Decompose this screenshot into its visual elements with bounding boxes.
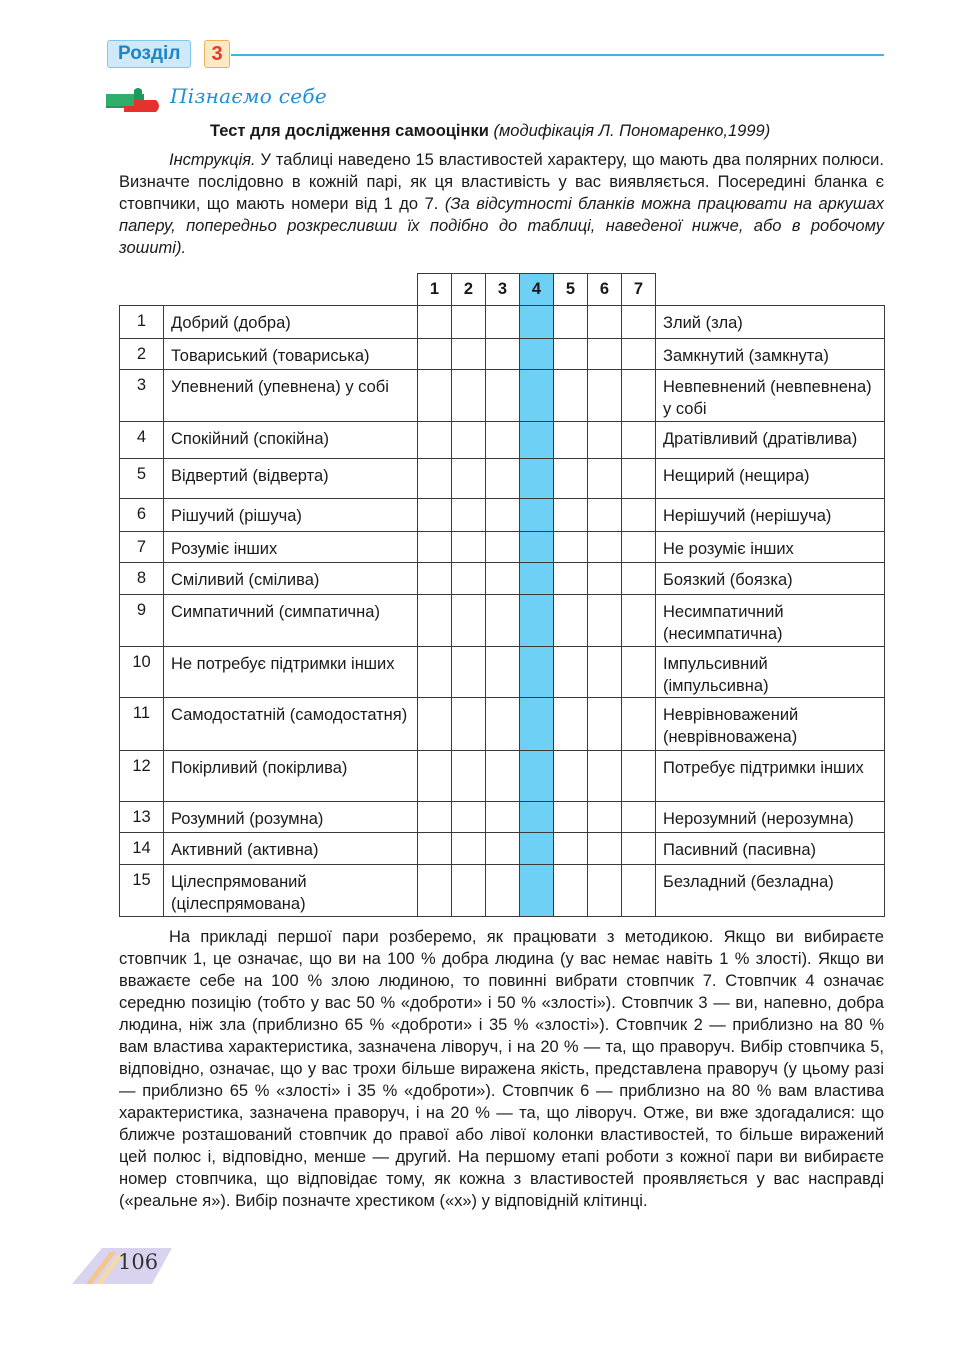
right-property: Нещирий (нещира) [656, 459, 885, 499]
column-header: 1 [418, 274, 452, 306]
section-subtitle: Пізнаємо себе [170, 84, 328, 108]
score-cell[interactable] [622, 306, 656, 339]
score-cell[interactable] [486, 499, 520, 532]
table-row [120, 459, 885, 499]
score-cell[interactable] [452, 802, 486, 833]
table-header-row [120, 274, 885, 306]
table-row [120, 865, 885, 917]
score-cell[interactable] [622, 802, 656, 833]
right-property: Безладний (безладна) [656, 865, 885, 917]
score-cell[interactable] [622, 499, 656, 532]
score-cell[interactable] [486, 339, 520, 370]
score-cell[interactable] [486, 370, 520, 422]
score-cell[interactable] [520, 459, 554, 499]
page-number: 106 [118, 1250, 159, 1274]
score-cell[interactable] [554, 370, 588, 422]
score-cell[interactable] [486, 306, 520, 339]
score-cell[interactable] [418, 339, 452, 370]
explanation-paragraph [119, 926, 884, 1212]
table-row [120, 833, 885, 865]
right-property: Злий (зла) [656, 306, 885, 339]
right-property: Дратівливий (дратівлива) [656, 422, 885, 459]
column-header: 2 [452, 274, 486, 306]
score-cell[interactable] [486, 647, 520, 698]
score-cell[interactable] [554, 563, 588, 595]
left-property: Симпатичний (симпатична) [164, 595, 418, 647]
score-cell[interactable] [486, 865, 520, 917]
header-rule [231, 54, 884, 56]
header-spacer [656, 274, 885, 306]
section-number: 3 [204, 40, 230, 68]
score-cell[interactable] [520, 595, 554, 647]
score-cell[interactable] [622, 422, 656, 459]
score-cell[interactable] [418, 833, 452, 865]
score-cell[interactable] [452, 532, 486, 563]
score-cell[interactable] [418, 595, 452, 647]
column-header: 7 [622, 274, 656, 306]
column-header: 4 [520, 274, 554, 306]
left-property: Самодостатній (самодостатня) [164, 698, 418, 751]
right-property: Боязкий (боязка) [656, 563, 885, 595]
row-number: 8 [120, 563, 164, 595]
score-cell[interactable] [622, 459, 656, 499]
score-cell[interactable] [588, 647, 622, 698]
score-cell[interactable] [622, 532, 656, 563]
right-property: Імпульсивний (імпульсивна) [656, 647, 885, 698]
score-cell[interactable] [452, 306, 486, 339]
score-cell[interactable] [588, 698, 622, 751]
score-cell[interactable] [554, 422, 588, 459]
section-header [107, 40, 884, 70]
score-cell[interactable] [418, 802, 452, 833]
score-cell[interactable] [418, 306, 452, 339]
self-esteem-table [119, 273, 885, 917]
left-property: Відвертий (відверта) [164, 459, 418, 499]
score-cell[interactable] [452, 563, 486, 595]
score-cell[interactable] [554, 751, 588, 802]
right-property: Неврівноважений (неврівноважена) [656, 698, 885, 751]
score-cell[interactable] [520, 370, 554, 422]
score-cell[interactable] [554, 459, 588, 499]
score-cell[interactable] [452, 698, 486, 751]
table-row [120, 306, 885, 339]
row-number: 9 [120, 595, 164, 647]
left-property: Цілеспрямований (цілеспрямована) [164, 865, 418, 917]
score-cell[interactable] [520, 306, 554, 339]
score-cell[interactable] [520, 532, 554, 563]
row-number: 10 [120, 647, 164, 698]
table-row [120, 339, 885, 370]
score-cell[interactable] [486, 595, 520, 647]
row-number: 7 [120, 532, 164, 563]
score-cell[interactable] [588, 306, 622, 339]
test-title [210, 122, 770, 141]
row-number: 1 [120, 306, 164, 339]
score-cell[interactable] [486, 532, 520, 563]
puzzle-icon [104, 86, 162, 116]
score-cell[interactable] [588, 459, 622, 499]
right-property: Пасивний (пасивна) [656, 833, 885, 865]
score-cell[interactable] [588, 532, 622, 563]
score-cell[interactable] [418, 532, 452, 563]
table-row [120, 751, 885, 802]
right-property: Потребує підтримки інших [656, 751, 885, 802]
test-source: (модифікація Л. Пономаренко,1999) [493, 122, 771, 140]
left-property: Активний (активна) [164, 833, 418, 865]
score-cell[interactable] [452, 339, 486, 370]
left-property: Спокійний (спокійна) [164, 422, 418, 459]
score-cell[interactable] [520, 499, 554, 532]
score-cell[interactable] [418, 647, 452, 698]
score-cell[interactable] [418, 865, 452, 917]
header-spacer [120, 274, 418, 306]
score-cell[interactable] [622, 833, 656, 865]
score-cell[interactable] [622, 595, 656, 647]
row-number: 5 [120, 459, 164, 499]
row-number: 4 [120, 422, 164, 459]
score-cell[interactable] [486, 698, 520, 751]
score-cell[interactable] [622, 647, 656, 698]
score-cell[interactable] [622, 370, 656, 422]
section-label: Розділ [107, 40, 191, 68]
score-cell[interactable] [520, 751, 554, 802]
score-cell[interactable] [622, 751, 656, 802]
score-cell[interactable] [452, 459, 486, 499]
score-cell[interactable] [588, 422, 622, 459]
score-cell[interactable] [554, 306, 588, 339]
table-row [120, 532, 885, 563]
explanation-text: На прикладі першої пари розберемо, як працювати з методикою. Якщо ви вибираєте стовпчик 1, це означає, що ви на 100 % добра людина (у вас немає навіть 1 % злості). Якщо ви вважаєте себе на 100 % злою людиною, то повинні вибрати стовпчик 7. Стовпчик 4 означає середню позицію (тобто у вас 50 % «доброти» і 50 % «злості»). Стовпчик 3 — ви, напевно, добра людина, ніж зла (приблизно 65 % «доброти» і 35 % «злості»). Стовпчик 2 — приблизно на 80 % вам властива характеристика, зазначена ліворуч, і на 20 % — та, що праворуч. Вибір стовпчика 5, відповідно, означає, що у вас трохи більше виражена якість, представлена праворуч (у цьому разі — приблизно 65 % «злості» і 35 % «доброти»). Стовпчик 6 — приблизно на 80 % вам властива характеристика, зазначена праворуч, і на 20 % — та, що ліворуч. Отже, ви вже здогадалися: що ближче розташований стовпчик до правої або лівої колонки властивостей, то більше виражений цей полюс і, відповідно, менше — другий. На першому етапі роботи з кожної пари ви вибираєте номер стовпчика, що відповідає тому, як кожна з властивостей проявляється у вас насправді («реальне я»). Вибір позначте хрестиком («х») у відповідній клітинці. [119, 928, 884, 1210]
right-property: Невпевнений (невпевнена) у собі [656, 370, 885, 422]
score-cell[interactable] [622, 698, 656, 751]
right-property: Несимпатичний (несимпатична) [656, 595, 885, 647]
score-cell[interactable] [520, 833, 554, 865]
score-cell[interactable] [554, 865, 588, 917]
score-cell[interactable] [520, 802, 554, 833]
score-cell[interactable] [418, 751, 452, 802]
score-cell[interactable] [520, 865, 554, 917]
score-cell[interactable] [418, 563, 452, 595]
instructions-lead: Інструкція. [169, 151, 256, 169]
instructions-text: У таблиці наведено 15 властивостей характеру, що мають два полярних полюси. Визначте послідовно в кожній парі, як ця властивість у вас виявляється. Посередині бланка є стовпчики, що мають номери від 1 до 7. [119, 151, 884, 213]
table-row [120, 499, 885, 532]
score-cell[interactable] [486, 833, 520, 865]
test-name: Тест для дослідження самооцінки [210, 122, 489, 140]
row-number: 14 [120, 833, 164, 865]
score-cell[interactable] [486, 563, 520, 595]
score-cell[interactable] [554, 595, 588, 647]
score-cell[interactable] [452, 595, 486, 647]
table-row [120, 563, 885, 595]
column-header: 3 [486, 274, 520, 306]
score-cell[interactable] [486, 459, 520, 499]
score-cell[interactable] [452, 422, 486, 459]
score-cell[interactable] [486, 422, 520, 459]
score-cell[interactable] [520, 339, 554, 370]
left-property: Упевнений (упевнена) у собі [164, 370, 418, 422]
score-cell[interactable] [554, 499, 588, 532]
right-property: Нерішучий (нерішуча) [656, 499, 885, 532]
right-property: Нерозумний (нерозумна) [656, 802, 885, 833]
score-cell[interactable] [452, 499, 486, 532]
right-property: Не розуміє інших [656, 532, 885, 563]
score-cell[interactable] [418, 698, 452, 751]
score-cell[interactable] [588, 595, 622, 647]
score-cell[interactable] [520, 422, 554, 459]
score-cell[interactable] [588, 833, 622, 865]
score-cell[interactable] [486, 751, 520, 802]
score-cell[interactable] [486, 802, 520, 833]
score-cell[interactable] [452, 865, 486, 917]
score-cell[interactable] [588, 802, 622, 833]
column-header: 5 [554, 274, 588, 306]
left-property: Добрий (добра) [164, 306, 418, 339]
score-cell[interactable] [418, 499, 452, 532]
score-cell[interactable] [554, 802, 588, 833]
column-header: 6 [588, 274, 622, 306]
score-cell[interactable] [554, 532, 588, 563]
row-number: 3 [120, 370, 164, 422]
row-number: 13 [120, 802, 164, 833]
row-number: 15 [120, 865, 164, 917]
score-cell[interactable] [554, 339, 588, 370]
instructions-note: (За відсутності бланків можна працювати на аркушах паперу, попередньо розкресливши їх подібно до таблиці, наведеної нижче, або в робочому зошиті). [119, 195, 884, 257]
score-cell[interactable] [520, 698, 554, 751]
left-property: Рішучий (рішуча) [164, 499, 418, 532]
score-cell[interactable] [520, 647, 554, 698]
score-cell[interactable] [588, 339, 622, 370]
score-cell[interactable] [452, 833, 486, 865]
row-number: 6 [120, 499, 164, 532]
row-number: 12 [120, 751, 164, 802]
table-row [120, 698, 885, 751]
left-property: Розумний (розумна) [164, 802, 418, 833]
instructions [119, 149, 884, 259]
score-cell[interactable] [418, 422, 452, 459]
left-property: Розуміє інших [164, 532, 418, 563]
row-number: 11 [120, 698, 164, 751]
score-cell[interactable] [452, 751, 486, 802]
score-cell[interactable] [452, 647, 486, 698]
right-property: Замкнутий (замкнута) [656, 339, 885, 370]
score-cell[interactable] [418, 370, 452, 422]
score-cell[interactable] [588, 499, 622, 532]
score-cell[interactable] [588, 370, 622, 422]
row-number: 2 [120, 339, 164, 370]
left-property: Не потребує підтримки інших [164, 647, 418, 698]
left-property: Сміливий (смілива) [164, 563, 418, 595]
score-cell[interactable] [588, 865, 622, 917]
score-cell[interactable] [554, 647, 588, 698]
left-property: Покірливий (покірлива) [164, 751, 418, 802]
left-property: Товариський (товариська) [164, 339, 418, 370]
score-cell[interactable] [622, 563, 656, 595]
table-row [120, 370, 885, 422]
score-cell[interactable] [622, 339, 656, 370]
score-cell[interactable] [554, 833, 588, 865]
score-cell[interactable] [554, 698, 588, 751]
score-cell[interactable] [588, 563, 622, 595]
score-cell[interactable] [588, 751, 622, 802]
table-row [120, 422, 885, 459]
table-row [120, 595, 885, 647]
score-cell[interactable] [622, 865, 656, 917]
score-cell[interactable] [418, 459, 452, 499]
table-row [120, 647, 885, 698]
table-row [120, 802, 885, 833]
score-cell[interactable] [452, 370, 486, 422]
score-cell[interactable] [520, 563, 554, 595]
